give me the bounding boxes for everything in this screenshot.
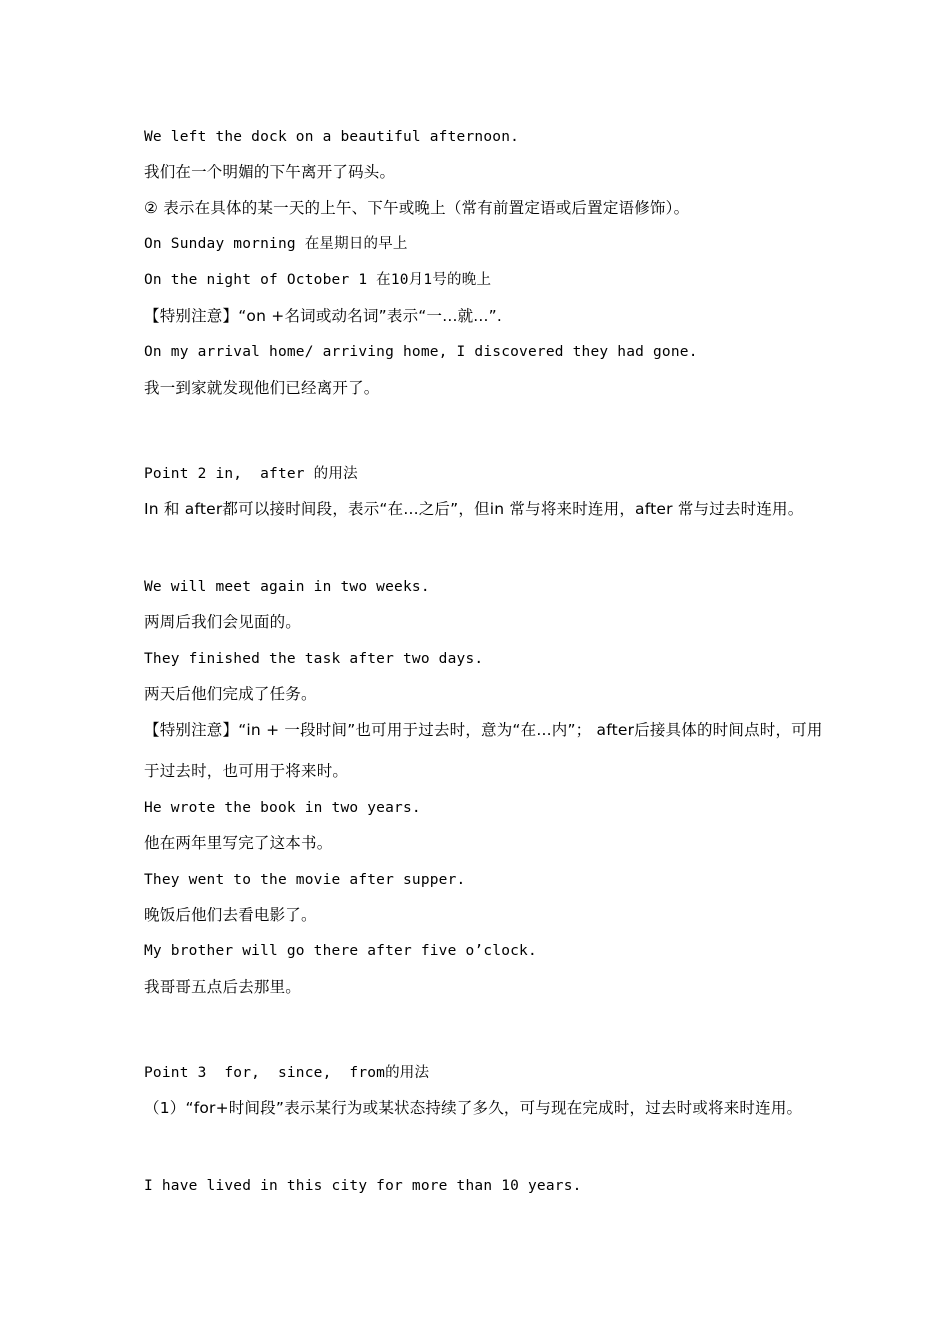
example-sentence-en: They went to the movie after supper. (144, 872, 466, 888)
example-sentence-en: We left the dock on a beautiful afternoon. (144, 129, 520, 145)
example-sentence-cn: 我一到家就发现他们已经离开了。 (144, 379, 380, 397)
section-heading-point-2: Point 2 in, after 的用法 (144, 466, 358, 482)
rule-paragraph: （1）“for+时间段”表示某行为或某状态持续了多久，可与现在完成时，过去时或将来时连用。 (144, 1099, 803, 1117)
example-phrase: On the night of October 1 在10月1号的晚上 (144, 272, 492, 288)
rule-item: ② 表示在具体的某一天的上午、下午或晚上（常有前置定语或后置定语修饰）。 (144, 199, 690, 217)
example-sentence-cn: 他在两年里写完了这本书。 (144, 834, 333, 852)
example-sentence-cn: 我哥哥五点后去那里。 (144, 978, 302, 996)
example-sentence-cn: 晚饭后他们去看电影了。 (144, 906, 317, 924)
example-sentence-en: I have lived in this city for more than 10 years. (144, 1178, 582, 1194)
example-sentence-en: My brother will go there after five o’clock. (144, 943, 537, 959)
example-sentence-en: He wrote the book in two years. (144, 800, 421, 816)
example-sentence-cn: 两周后我们会见面的。 (144, 613, 302, 631)
special-note: 【特别注意】“on +名词或动名词”表示“一...就...”. (144, 307, 503, 325)
special-note: 【特别注意】“in + 一段时间”也可用于过去时，意为“在...内”； after后接具体的时间点时，可用于过去时，也可用于将来时。 (144, 721, 823, 780)
section-heading-point-3: Point 3 for, since, from的用法 (144, 1065, 430, 1081)
rule-paragraph: In 和 after都可以接时间段，表示“在...之后”，但in 常与将来时连用，after 常与过去时连用。 (144, 500, 804, 518)
example-sentence-en: They finished the task after two days. (144, 651, 484, 667)
example-sentence-en: We will meet again in two weeks. (144, 579, 430, 595)
example-sentence-cn: 两天后他们完成了任务。 (144, 685, 317, 703)
example-phrase: On Sunday morning 在星期日的早上 (144, 236, 408, 252)
example-sentence-en: On my arrival home/ arriving home, I discovered they had gone. (144, 344, 698, 360)
example-sentence-cn: 我们在一个明媚的下午离开了码头。 (144, 163, 396, 181)
